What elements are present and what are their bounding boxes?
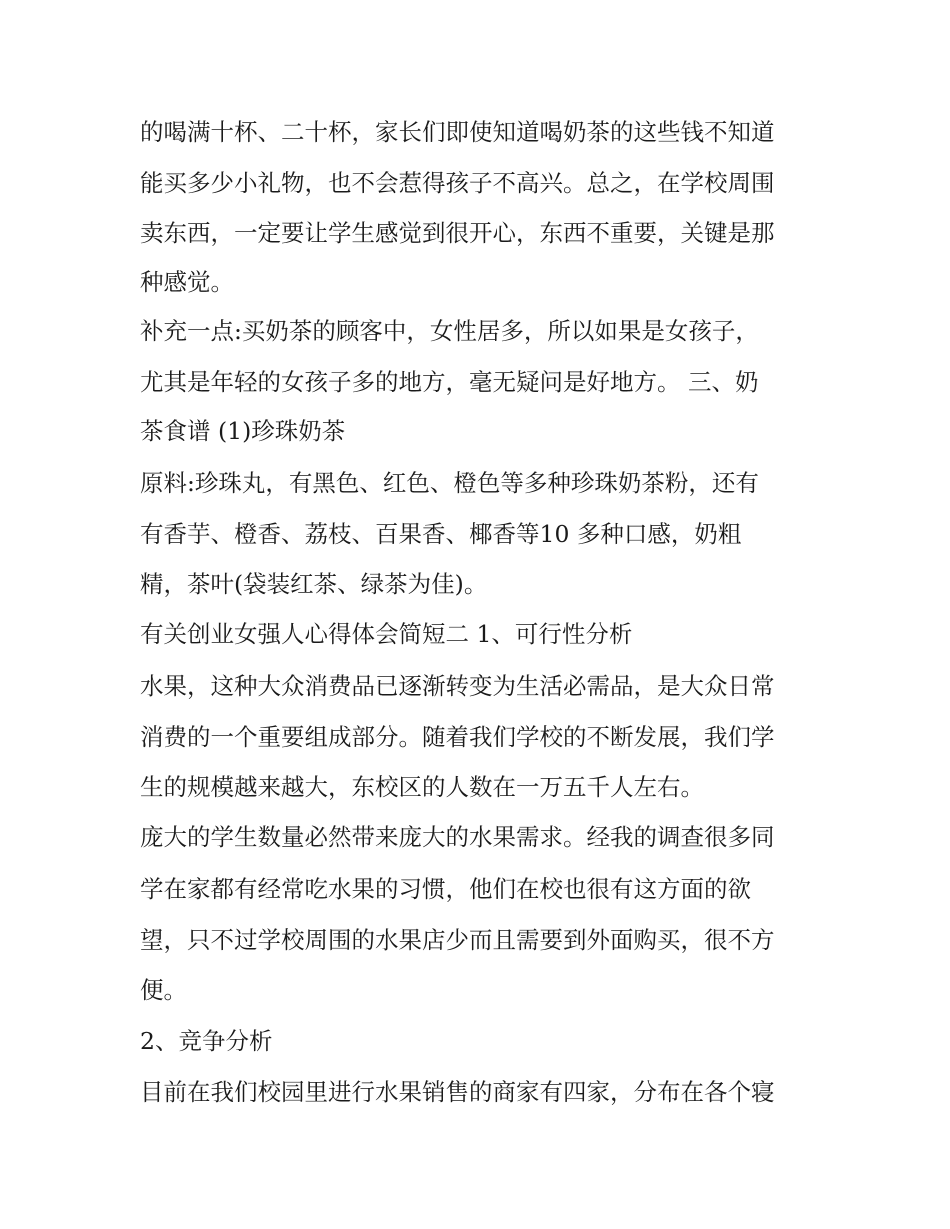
text-line: 消费的一个重要组成部分。随着我们学校的不断发展，我们学 <box>140 723 775 751</box>
text-line: 补充一点:买奶茶的顾客中，女性居多，所以如果是女孩子， <box>140 317 759 345</box>
text-line: 望，只不过学校周围的水果店少而且需要到外面购买，很不方 <box>140 926 775 954</box>
text-line: 能买多少小礼物，也不会惹得孩子不高兴。总之，在学校周围 <box>140 169 775 197</box>
text-line: 卖东西，一定要让学生感觉到很开心，东西不重要，关键是那 <box>140 219 775 247</box>
text-line: 有香芋、橙香、荔枝、百果香、椰香等10 多种口感，奶粗 <box>140 520 742 548</box>
text-line: 水果，这种大众消费品已逐渐转变为生活必需品，是大众日常 <box>140 672 775 700</box>
text-line: 茶食谱 (1)珍珠奶茶 <box>140 417 346 445</box>
text-line: 尤其是年轻的女孩子多的地方，毫无疑问是好地方。 三、奶 <box>140 368 759 396</box>
text-line: 2、竞争分析 <box>140 1027 273 1055</box>
text-line: 庞大的学生数量必然带来庞大的水果需求。经我的调查很多同 <box>140 823 775 851</box>
text-line: 的喝满十杯、二十杯，家长们即使知道喝奶茶的这些钱不知道 <box>140 118 775 146</box>
text-line: 有关创业女强人心得体会简短二 1、可行性分析 <box>140 620 633 648</box>
text-line: 学在家都有经常吃水果的习惯，他们在校也很有这方面的欲 <box>140 875 751 903</box>
text-line: 生的规模越来越大，东校区的人数在一万五千人左右。 <box>140 773 704 801</box>
text-line: 目前在我们校园里进行水果销售的商家有四家，分布在各个寝 <box>140 1078 775 1106</box>
text-line: 种感觉。 <box>140 268 234 296</box>
text-line: 便。 <box>140 976 187 1004</box>
text-line: 原料:珍珠丸，有黑色、红色、橙色等多种珍珠奶茶粉，还有 <box>140 469 759 497</box>
text-line: 精，茶叶(袋装红茶、绿茶为佳)。 <box>140 570 488 598</box>
